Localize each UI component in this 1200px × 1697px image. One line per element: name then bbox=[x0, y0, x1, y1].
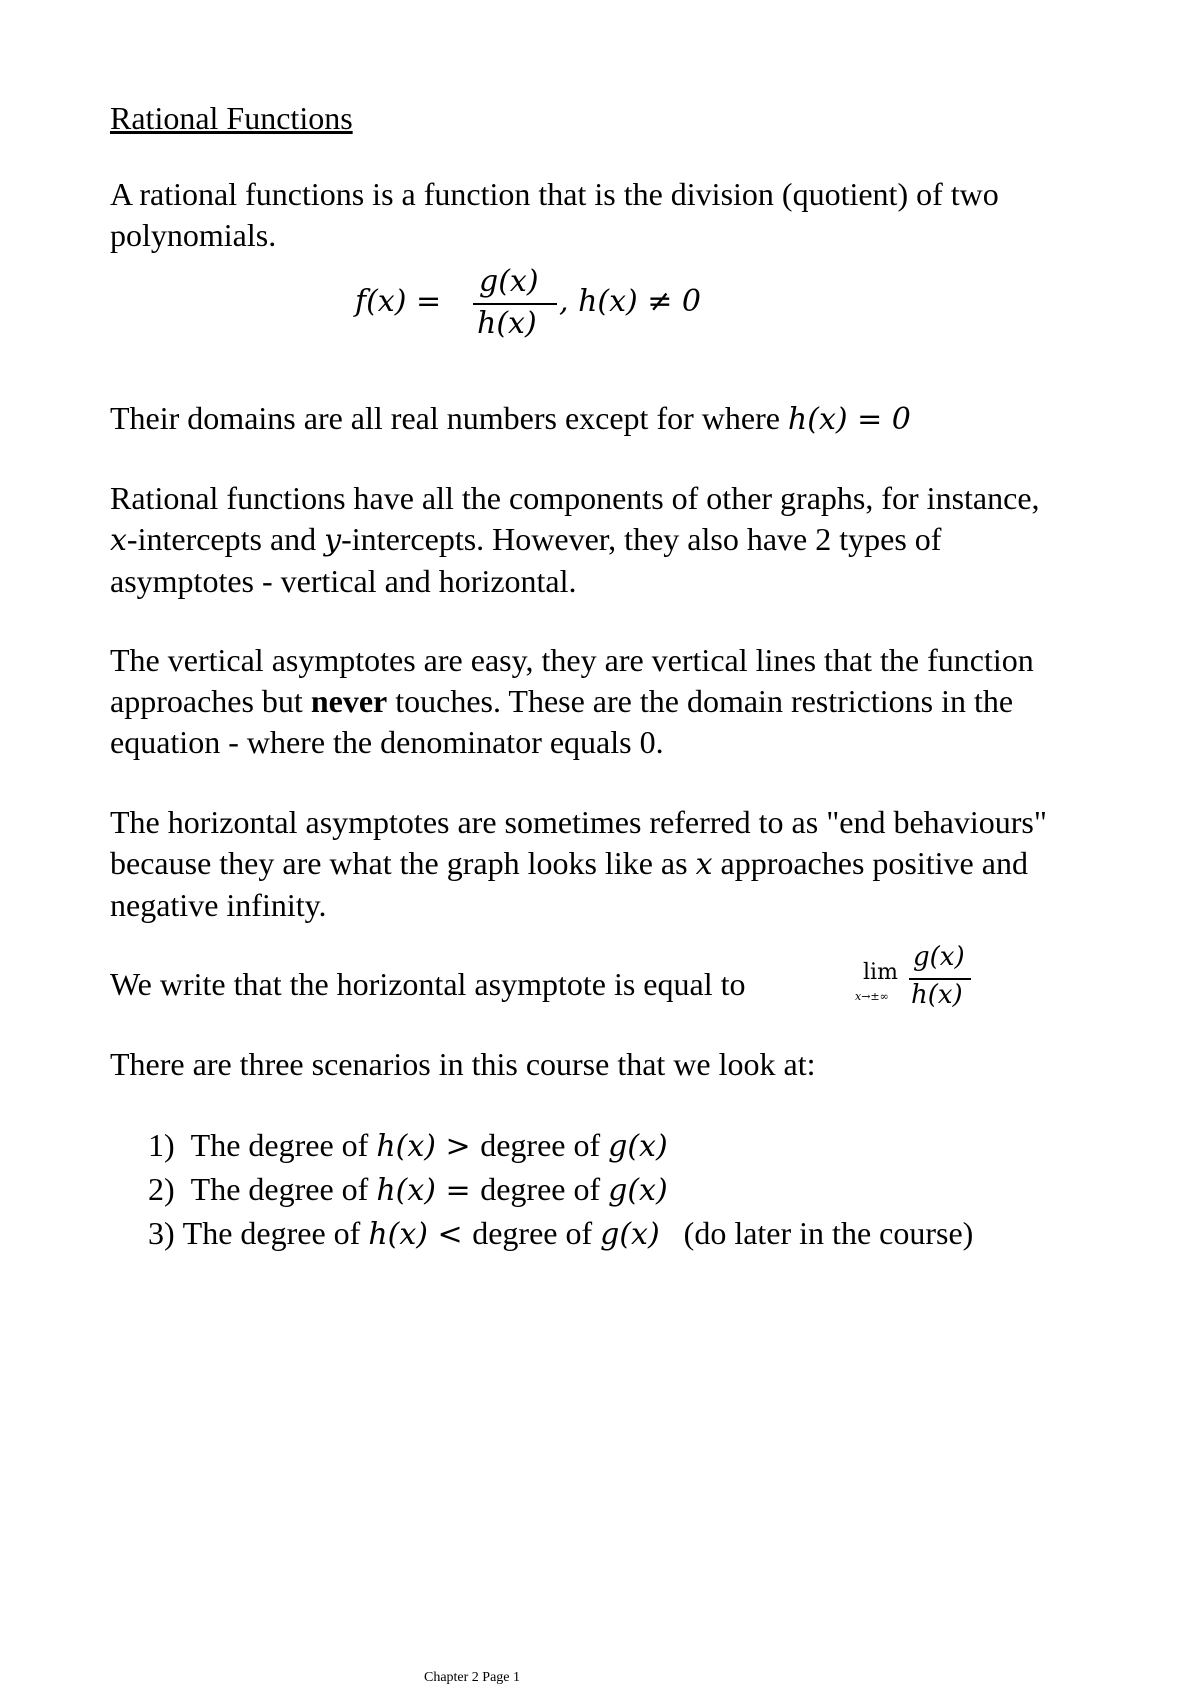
scenarios-intro: There are three scenarios in this course that we look at: bbox=[110, 1046, 816, 1082]
list-item: 2) The degree of h(x) = degree of g(x) bbox=[148, 1171, 668, 1208]
intro-paragraph bbox=[110, 174, 1190, 256]
limit-denominator: h(x) bbox=[911, 980, 963, 1010]
fraction-bar bbox=[473, 303, 557, 305]
vertical-line: The vertical asymptotes are easy, they are vertical lines that the function bbox=[110, 642, 1034, 678]
equation-numerator: g(x) bbox=[479, 264, 539, 299]
intro-line: polynomials. bbox=[110, 217, 277, 253]
limit-numerator: g(x) bbox=[913, 942, 965, 972]
limit-subscript: x→±∞ bbox=[855, 990, 889, 1003]
horizontal-asymptote-paragraph bbox=[110, 802, 1190, 926]
vertical-asymptote-paragraph bbox=[110, 640, 1190, 763]
vertical-line: equation - where the denominator equals 0. bbox=[110, 724, 664, 760]
page-footer: Chapter 2 Page 1 bbox=[423, 1670, 521, 1685]
domain-math: h(x) = 0 bbox=[787, 402, 911, 437]
equation-lhs: f(x) = bbox=[355, 284, 442, 319]
list-item: 1) The degree of h(x) > degree of g(x) bbox=[148, 1127, 668, 1164]
components-line: Rational functions have all the components of other graphs, for instance, bbox=[110, 480, 1040, 516]
vertical-line: approaches but never touches. These are the domain restrictions in the bbox=[110, 683, 1014, 719]
scenario-list bbox=[148, 1124, 973, 1256]
intro-line: A rational functions is a function that is the division (quotient) of two bbox=[110, 176, 999, 212]
equation-condition: , h(x) ≠ 0 bbox=[559, 284, 702, 319]
equation-denominator: h(x) bbox=[477, 306, 537, 341]
emphasis-never: never bbox=[310, 683, 388, 719]
horizontal-line: because they are what the graph looks like as x approaches positive and bbox=[110, 845, 1028, 882]
components-line: x-intercepts and y-intercepts. However, they also have 2 types of bbox=[110, 521, 942, 558]
horizontal-line: negative infinity. bbox=[110, 887, 327, 923]
components-paragraph bbox=[110, 478, 1190, 602]
limit-sentence: We write that the horizontal asymptote is equal to bbox=[110, 966, 746, 1002]
limit-lim: lim bbox=[863, 960, 898, 985]
list-item: 3) The degree of h(x) < degree of g(x) (do later in the course) bbox=[148, 1215, 974, 1252]
components-line: asymptotes - vertical and horizontal. bbox=[110, 563, 577, 599]
domain-text: Their domains are all real numbers except for where bbox=[110, 400, 788, 436]
limit-expression bbox=[855, 942, 975, 1016]
page-title: Rational Functions bbox=[110, 100, 353, 136]
domain-paragraph bbox=[110, 398, 1190, 440]
horizontal-line: The horizontal asymptotes are sometimes referred to as "end behaviours" bbox=[110, 804, 1047, 840]
